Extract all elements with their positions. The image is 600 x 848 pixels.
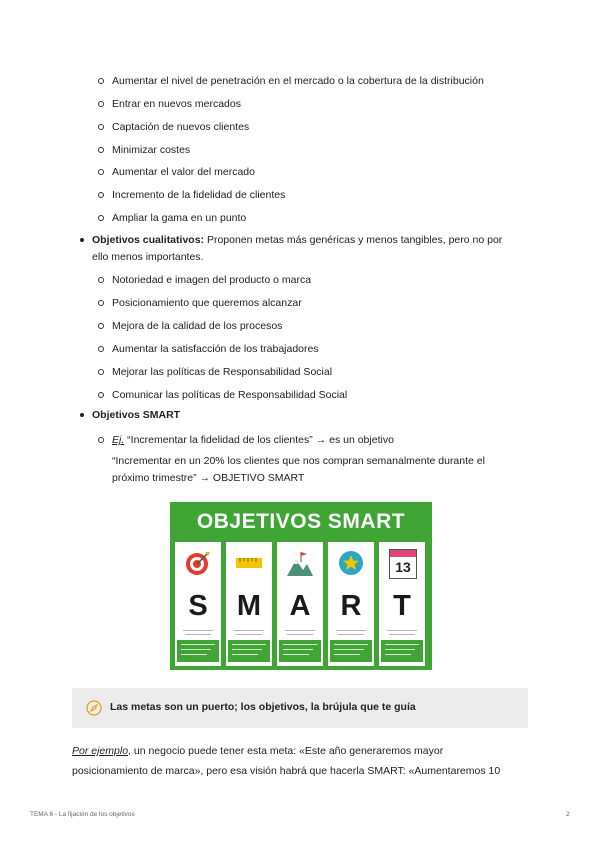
caption-line bbox=[183, 630, 213, 631]
caption-line bbox=[236, 634, 262, 635]
page-number: 2 bbox=[566, 811, 570, 818]
compass-icon bbox=[86, 700, 102, 716]
callout-text: Las metas son un puerto; los objetivos, la brújula que te guía bbox=[110, 701, 416, 713]
example-text: “Incrementar la fidelidad de los clientes” → es un objetivo bbox=[124, 434, 394, 446]
target-icon bbox=[185, 550, 211, 576]
caption-box bbox=[279, 640, 321, 662]
smart-card-m bbox=[226, 542, 272, 666]
star-badge-icon bbox=[338, 550, 364, 576]
paragraph-italic: Por ejemplo bbox=[72, 745, 129, 757]
caption-line bbox=[336, 630, 366, 631]
ruler-icon bbox=[230, 550, 268, 576]
smart-card-t bbox=[379, 542, 425, 666]
caption-line bbox=[387, 630, 417, 631]
list-item: Captación de nuevos clientes bbox=[112, 121, 250, 133]
caption-box bbox=[228, 640, 270, 662]
letter-m: M bbox=[236, 590, 262, 622]
calendar-icon bbox=[389, 549, 417, 579]
qualitative-text: Proponen metas más genéricas y menos tangibles, pero no por bbox=[204, 234, 503, 246]
example-paragraph bbox=[72, 741, 532, 781]
list-item: Incremento de la fidelidad de clientes bbox=[112, 189, 286, 201]
qualitative-text-cont: ello menos importantes. bbox=[92, 251, 204, 263]
smart-objectives-item bbox=[92, 407, 180, 424]
caption-box bbox=[330, 640, 372, 662]
list-item: Mejorar las políticas de Responsabilidad Social bbox=[112, 366, 333, 378]
list-item: Mejora de la calidad de los procesos bbox=[112, 320, 283, 332]
list-item: Aumentar el valor del mercado bbox=[112, 166, 255, 178]
caption-line bbox=[338, 634, 364, 635]
smart-quote bbox=[112, 453, 485, 487]
quote-line-1: “Incrementar en un 20% los clientes que nos compran semanalmente durante el bbox=[112, 455, 485, 467]
list-item: Aumentar el nivel de penetración en el mercado o la cobertura de la distribución bbox=[112, 75, 484, 87]
smart-card-s bbox=[175, 542, 221, 666]
caption-line bbox=[287, 634, 313, 635]
caption-line bbox=[389, 634, 415, 635]
callout-box bbox=[72, 688, 528, 728]
smart-card-r bbox=[328, 542, 374, 666]
paragraph-line-2: posicionamiento de marca», pero esa visión habrá que hacerla SMART: «Aumentaremos 10 bbox=[72, 765, 501, 777]
letter-s: S bbox=[188, 590, 208, 622]
list-item: Comunicar las políticas de Responsabilidad Social bbox=[112, 389, 348, 401]
caption-line bbox=[234, 630, 264, 631]
smart-card-a bbox=[277, 542, 323, 666]
list-item: Minimizar costes bbox=[112, 144, 191, 156]
list-item: Posicionamiento que queremos alcanzar bbox=[112, 297, 302, 309]
qualitative-label: Objetivos cualitativos: bbox=[92, 234, 205, 246]
list-item: Aumentar la satisfacción de los trabajadores bbox=[112, 343, 319, 355]
infographic-title: OBJETIVOS SMART bbox=[196, 510, 406, 533]
paragraph-line-1: , un negocio puede tener esta meta: «Este año generaremos mayor bbox=[128, 745, 444, 757]
calendar-number: 13 bbox=[395, 559, 411, 575]
smart-infographic bbox=[170, 502, 432, 670]
caption-box bbox=[177, 640, 219, 662]
mountain-flag-icon bbox=[283, 550, 317, 576]
caption-box bbox=[381, 640, 423, 662]
smart-label: Objetivos SMART bbox=[92, 409, 181, 421]
letter-t: T bbox=[393, 590, 411, 622]
smart-example bbox=[112, 433, 394, 447]
example-prefix: Ej. bbox=[112, 434, 125, 446]
letter-a: A bbox=[289, 590, 311, 622]
qualitative-objectives-item bbox=[92, 232, 532, 266]
caption-line bbox=[285, 630, 315, 631]
quote-line-2: próximo trimestre” → OBJETIVO SMART bbox=[112, 472, 305, 484]
list-item: Ampliar la gama en un punto bbox=[112, 212, 247, 224]
list-item: Entrar en nuevos mercados bbox=[112, 98, 241, 110]
letter-r: R bbox=[340, 590, 362, 622]
list-item: Notoriedad e imagen del producto o marca bbox=[112, 274, 312, 286]
footer-title: TEMA 6 - La fijación de los objetivos bbox=[30, 811, 135, 818]
caption-line bbox=[185, 634, 211, 635]
